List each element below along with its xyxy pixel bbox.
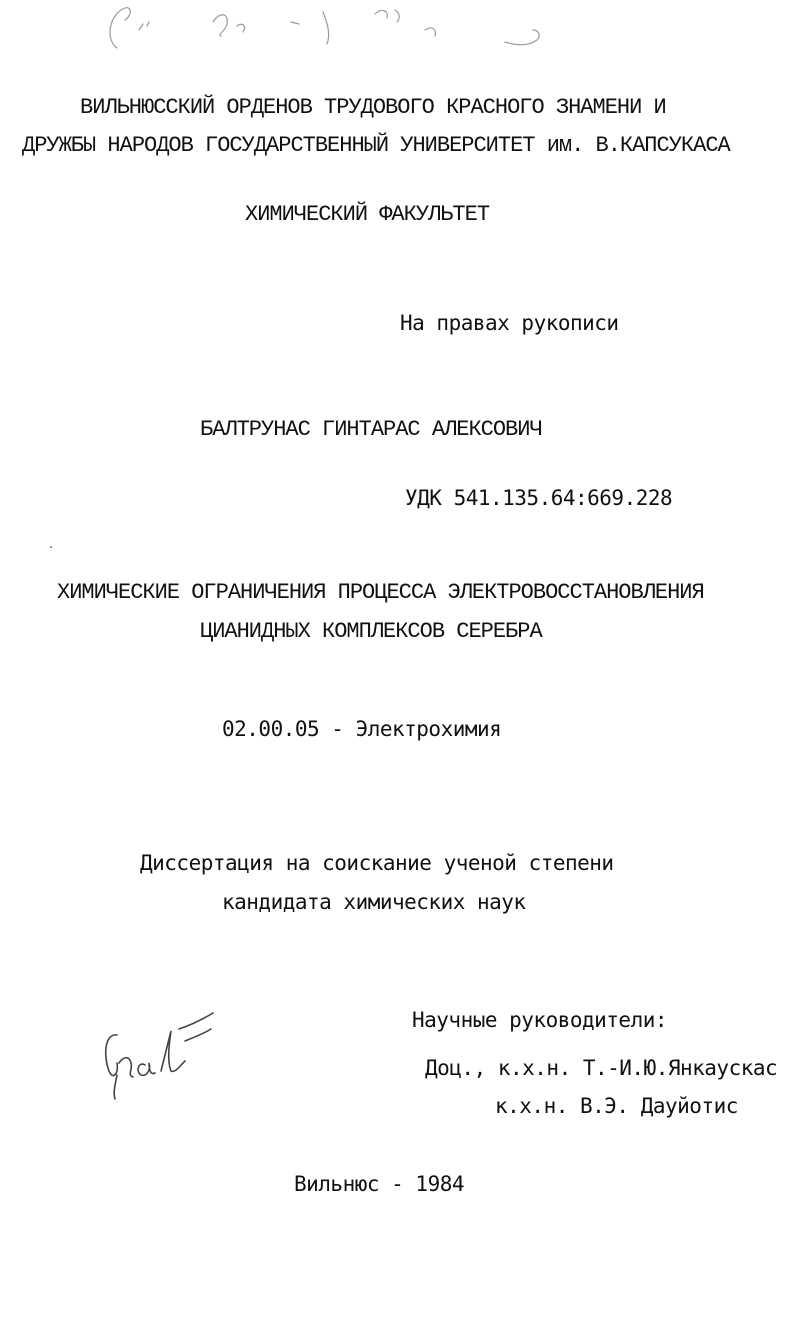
- degree-line-2: кандидата химических наук: [222, 890, 526, 914]
- degree-line-1: Диссертация на соискание ученой степени: [140, 851, 614, 875]
- supervisor-1: Доц., к.х.н. Т.-И.Ю.Янкаускас: [425, 1056, 778, 1080]
- supervisor-2: к.х.н. В.Э. Дауйотис: [495, 1094, 738, 1118]
- supervisors-heading: Научные руководители:: [412, 1008, 668, 1032]
- paper-speck: [50, 546, 52, 548]
- university-name-line-1: ВИЛЬНЮССКИЙ ОРДЕНОВ ТРУДОВОГО КРАСНОГО ЗНАМЕНИ И: [80, 95, 666, 120]
- pencil-annotation-top: [95, 0, 555, 60]
- udc-code: УДК 541.135.64:669.228: [405, 486, 673, 510]
- university-name-line-2: ДРУЖБЫ НАРОДОВ ГОСУДАРСТВЕННЫЙ УНИВЕРСИТЕТ им. В.КАПСУКАСА: [22, 133, 730, 158]
- author-name: БАЛТРУНАС ГИНТАРАС АЛЕКСОВИЧ: [200, 417, 542, 442]
- specialty-code: 02.00.05 - Электрохимия: [222, 717, 502, 741]
- faculty-name: ХИМИЧЕСКИЙ ФАКУЛЬТЕТ: [245, 202, 490, 227]
- rights-note: На правах рукописи: [400, 311, 619, 335]
- thesis-title-line-1: ХИМИЧЕСКИЕ ОГРАНИЧЕНИЯ ПРОЦЕССА ЭЛЕКТРОВОССТАНОВЛЕНИЯ: [57, 580, 704, 605]
- thesis-title-line-2: ЦИАНИДНЫХ КОМПЛЕКСОВ СЕРЕБРА: [200, 619, 542, 644]
- place-and-year: Вильнюс - 1984: [294, 1172, 465, 1196]
- handwritten-signature: [95, 1005, 235, 1105]
